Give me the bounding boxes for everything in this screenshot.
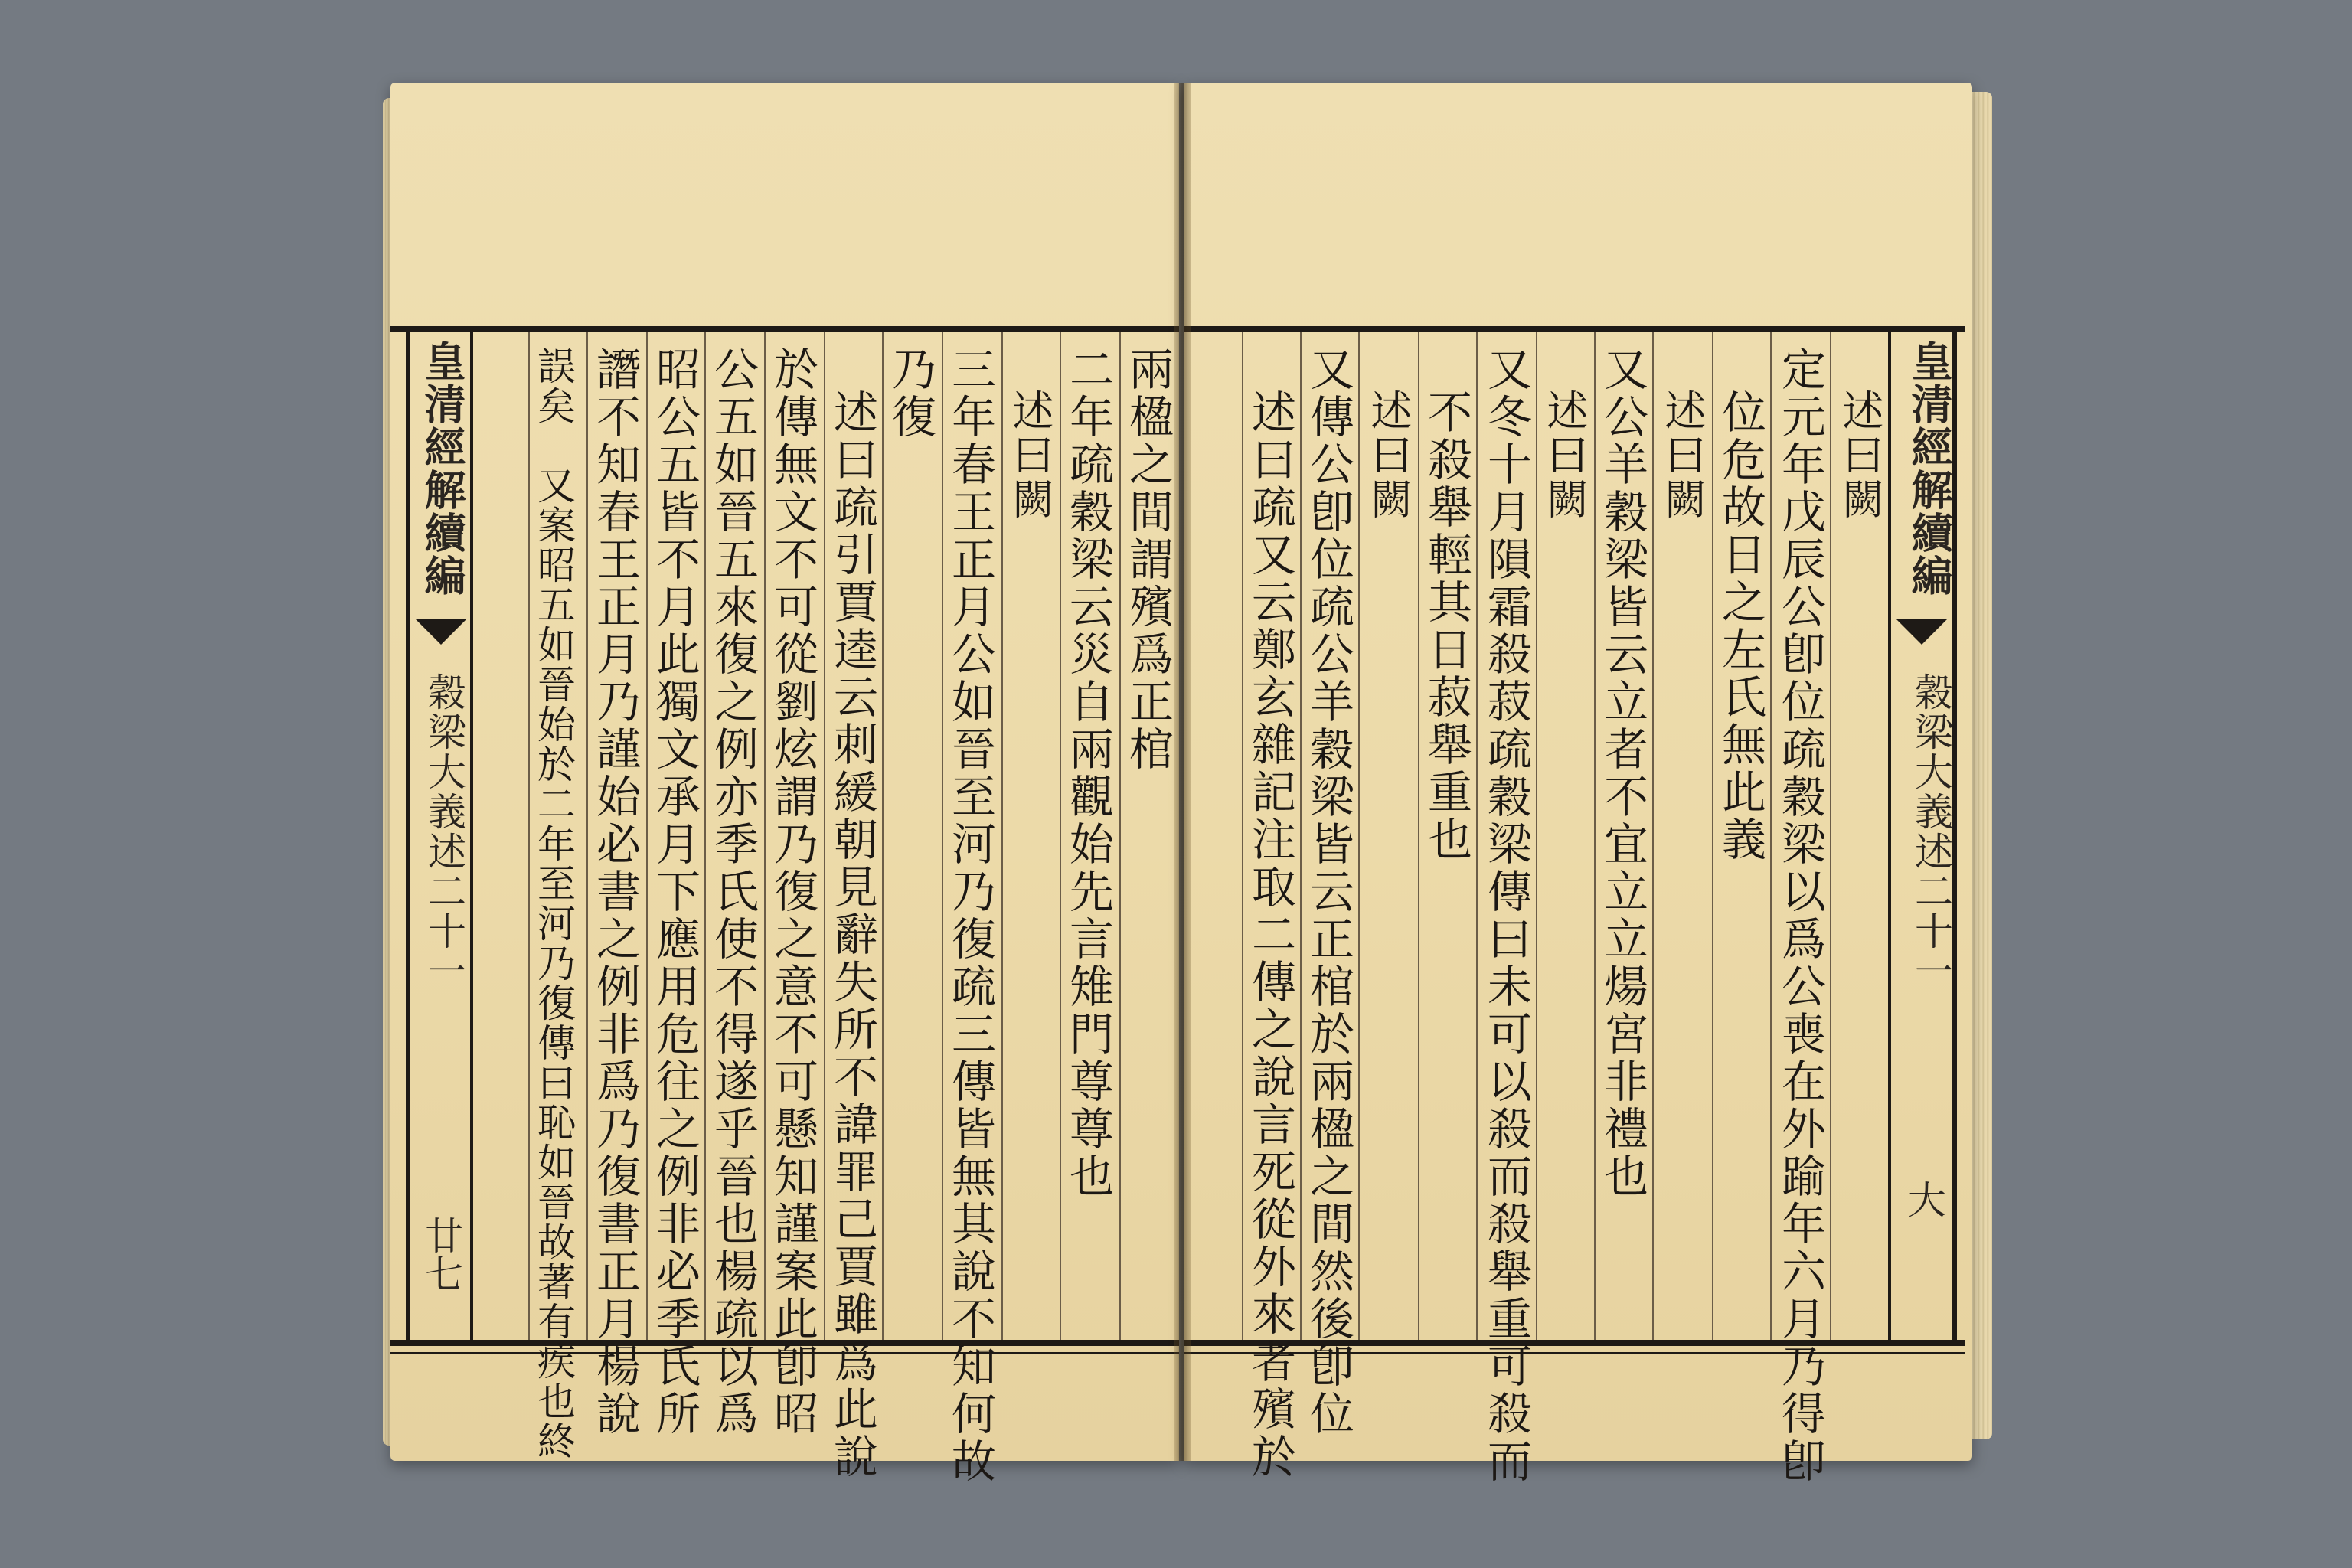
column-divider bbox=[942, 332, 943, 1340]
column-divider bbox=[1119, 332, 1121, 1340]
text-column: 於傳無文不可從劉炫謂乃復之意不可懸知謹案此卽昭 bbox=[766, 346, 818, 1438]
text-column: 述曰闕 bbox=[1540, 389, 1589, 522]
open-book bbox=[386, 83, 1988, 1485]
banner-rule-inner bbox=[470, 332, 473, 1340]
column-divider bbox=[1830, 332, 1831, 1340]
column-divider bbox=[1652, 332, 1654, 1340]
text-column: 不殺舉輕其日菽舉重也 bbox=[1420, 389, 1472, 864]
column-divider bbox=[764, 332, 766, 1340]
right-page bbox=[1184, 83, 1972, 1485]
text-column: 述曰闕 bbox=[1006, 389, 1054, 522]
text-column: 定元年戊辰公卽位疏穀梁以爲公喪在外踰年六月乃得卽 bbox=[1774, 346, 1826, 1485]
text-column: 述曰疏引賈逵云刺緩朝見辭失所不諱罪己賈雖爲此說 bbox=[826, 389, 878, 1481]
book-gutter bbox=[1174, 83, 1191, 1461]
banner-rule-inner bbox=[1888, 332, 1891, 1340]
text-column: 又冬十月隕霜殺菽疏穀梁傳曰未可以殺而殺舉重可殺而 bbox=[1480, 346, 1532, 1485]
left-page bbox=[390, 83, 1179, 1485]
text-column: 昭公五皆不月此獨文承月下應用危往之例非必季氏所 bbox=[648, 346, 701, 1438]
text-column: 又公羊穀梁皆云立者不宜立立煬宮非禮也 bbox=[1596, 346, 1648, 1200]
text-column: 三年春王正月公如晉至河乃復疏三傳皆無其說不知何故 bbox=[944, 346, 996, 1485]
top-rule bbox=[1184, 326, 1965, 332]
column-divider bbox=[1001, 332, 1003, 1340]
column-divider bbox=[704, 332, 706, 1340]
folio-number: 大 bbox=[1908, 1178, 1946, 1223]
banner-rule bbox=[406, 332, 410, 1340]
text-column: 譖不知春王正月乃謹始必書之例非爲乃復書正月楊說 bbox=[589, 346, 641, 1438]
column-divider bbox=[1300, 332, 1302, 1340]
bottom-rule-thin bbox=[1184, 1352, 1965, 1354]
banner-title: 皇清經解續編 bbox=[1905, 340, 1954, 597]
column-divider bbox=[1712, 332, 1713, 1340]
text-column: 兩楹之間謂殯爲正棺 bbox=[1122, 346, 1174, 773]
text-column: 公五如晉五來復之例亦季氏使不得遂乎晉也楊疏以爲 bbox=[707, 346, 759, 1438]
column-divider bbox=[882, 332, 884, 1340]
column-divider bbox=[1536, 332, 1537, 1340]
banner-subtitle: 穀梁大義述二十一 bbox=[422, 672, 466, 991]
text-column: 二年疏穀梁云災自兩觀始先言雉門尊尊也 bbox=[1062, 346, 1114, 1200]
column-divider bbox=[824, 332, 825, 1340]
banner-subtitle: 穀梁大義述二十一 bbox=[1909, 672, 1953, 991]
column-divider bbox=[1242, 332, 1243, 1340]
bottom-rule bbox=[1184, 1340, 1965, 1346]
folio-number: 廿七 bbox=[419, 1216, 463, 1292]
text-column: 位危故日之左氏無此義 bbox=[1714, 389, 1766, 864]
text-column: 乃復 bbox=[884, 346, 936, 441]
column-divider bbox=[1770, 332, 1772, 1340]
column-divider bbox=[1060, 332, 1061, 1340]
top-rule bbox=[390, 326, 1179, 332]
column-divider bbox=[1476, 332, 1478, 1340]
text-column: 述曰疏又云鄭玄雜記注取二傳之說言死從外來者殯於 bbox=[1244, 389, 1296, 1481]
column-divider bbox=[1418, 332, 1419, 1340]
column-divider bbox=[646, 332, 648, 1340]
column-divider bbox=[1358, 332, 1360, 1340]
text-column: 述曰闕 bbox=[1836, 389, 1884, 522]
column-divider bbox=[1594, 332, 1596, 1340]
fishtail-mark bbox=[1896, 619, 1948, 645]
banner-title: 皇清經解續編 bbox=[418, 340, 467, 597]
text-column: 述曰闕 bbox=[1658, 389, 1707, 522]
text-column: 誤矣 又案昭五如晉始於二年至河乃復傳曰恥如晉故著有疾也終 bbox=[531, 346, 576, 1461]
text-column: 述曰闕 bbox=[1364, 389, 1413, 522]
column-divider bbox=[528, 332, 530, 1340]
column-divider bbox=[586, 332, 588, 1340]
text-column: 又傳公卽位疏公羊穀梁皆云正棺於兩楹之間然後卽位 bbox=[1302, 346, 1354, 1438]
fishtail-mark bbox=[415, 619, 467, 645]
